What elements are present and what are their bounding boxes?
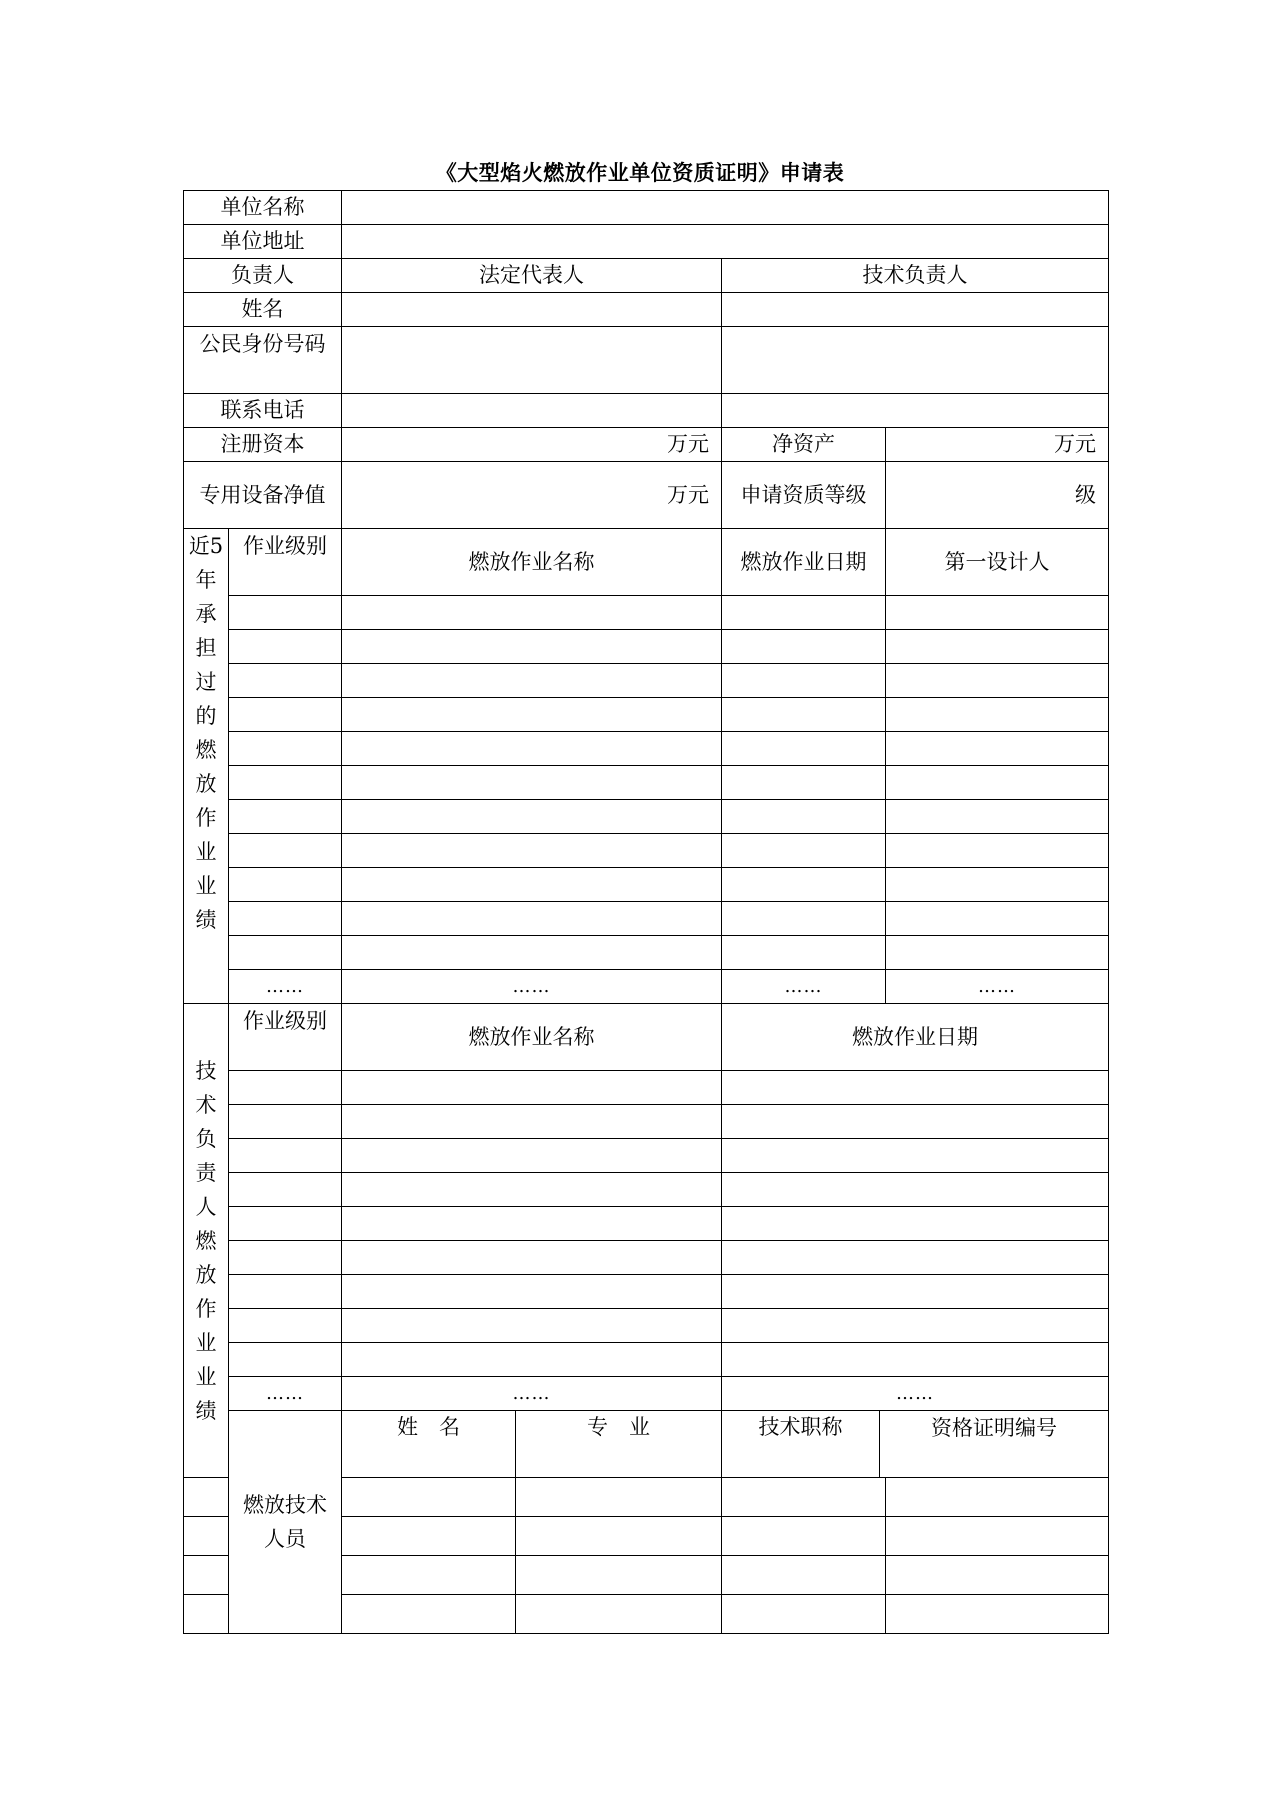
- s3-cell[interactable]: [184, 1595, 229, 1634]
- table-row: [184, 698, 1109, 732]
- s3-cell[interactable]: [184, 1556, 229, 1595]
- s1-cell[interactable]: [722, 698, 886, 732]
- section2-ellipsis-row: [184, 1377, 1109, 1411]
- input-tech-lead-phone[interactable]: [722, 394, 1109, 428]
- s1-cell[interactable]: [229, 902, 342, 936]
- s2-cell[interactable]: [342, 1207, 722, 1241]
- label-responsible: 负责人: [184, 259, 342, 293]
- section1-col-date: 燃放作业日期: [722, 529, 886, 596]
- s3-cell[interactable]: [516, 1556, 722, 1595]
- section2-col-level: 作业级别: [229, 1004, 342, 1071]
- label-id-number: 公民身份号码: [184, 327, 342, 394]
- s2-cell[interactable]: [722, 1139, 1109, 1173]
- s3-cell[interactable]: [516, 1595, 722, 1634]
- table-row: [184, 902, 1109, 936]
- s2-cell[interactable]: [342, 1309, 722, 1343]
- s2-cell[interactable]: [342, 1343, 722, 1377]
- s2-cell[interactable]: [722, 1071, 1109, 1105]
- section1-ellipsis-row: [184, 970, 1109, 1004]
- s1-cell[interactable]: [342, 698, 722, 732]
- table-row: [184, 766, 1109, 800]
- s2-cell[interactable]: [722, 1105, 1109, 1139]
- s2-cell[interactable]: [722, 1241, 1109, 1275]
- row-phone: [184, 394, 1109, 428]
- table-row: [184, 936, 1109, 970]
- table-row: [184, 1241, 1109, 1275]
- s1-cell[interactable]: [886, 698, 1109, 732]
- table-row: [184, 1275, 1109, 1309]
- s2-cell[interactable]: [229, 1309, 342, 1343]
- s1-cell[interactable]: [342, 902, 722, 936]
- s1-cell[interactable]: [722, 766, 886, 800]
- table-row: [184, 664, 1109, 698]
- s2-cell[interactable]: [342, 1071, 722, 1105]
- s1-cell[interactable]: [342, 936, 722, 970]
- label-tech-lead: 技术负责人: [722, 259, 1109, 293]
- s3-cell[interactable]: [342, 1478, 516, 1517]
- input-tech-lead-name[interactable]: [722, 293, 1109, 327]
- input-unit-address[interactable]: [342, 225, 1109, 259]
- input-unit-name[interactable]: [342, 191, 1109, 225]
- s1-cell[interactable]: [886, 596, 1109, 630]
- s1-cell[interactable]: [722, 834, 886, 868]
- s2-cell[interactable]: [342, 1173, 722, 1207]
- row-responsible: [184, 259, 1109, 293]
- s1-cell[interactable]: [342, 834, 722, 868]
- s1-cell[interactable]: [342, 596, 722, 630]
- s2-cell[interactable]: [229, 1241, 342, 1275]
- s3-cell[interactable]: [342, 1595, 516, 1634]
- section1-label: 近5年承担过的燃放作业业绩: [184, 529, 229, 1004]
- s1-cell[interactable]: [886, 630, 1109, 664]
- s1-cell[interactable]: [722, 732, 886, 766]
- s1-cell[interactable]: [722, 902, 886, 936]
- s1-cell[interactable]: [886, 902, 1109, 936]
- s2-cell[interactable]: [342, 1105, 722, 1139]
- s2-cell[interactable]: [229, 1207, 342, 1241]
- s1-cell[interactable]: [342, 800, 722, 834]
- ellipsis: ……: [722, 1377, 1109, 1411]
- s2-cell[interactable]: [229, 1105, 342, 1139]
- s1-cell[interactable]: [886, 800, 1109, 834]
- s1-cell[interactable]: [342, 868, 722, 902]
- s1-cell[interactable]: [229, 936, 342, 970]
- s3-cell[interactable]: [184, 1517, 229, 1556]
- row-id-number: [184, 327, 1109, 394]
- input-apply-level[interactable]: 级: [886, 462, 1109, 529]
- table-row: [184, 1173, 1109, 1207]
- s1-cell[interactable]: [229, 766, 342, 800]
- ellipsis: ……: [342, 1377, 722, 1411]
- s3-cell[interactable]: [886, 1478, 1109, 1517]
- s1-cell[interactable]: [229, 800, 342, 834]
- section3-col-title: 技术职称: [722, 1411, 880, 1478]
- s2-cell[interactable]: [722, 1207, 1109, 1241]
- table-row: [184, 1343, 1109, 1377]
- s2-cell[interactable]: [229, 1139, 342, 1173]
- s2-cell[interactable]: [342, 1241, 722, 1275]
- s2-cell[interactable]: [229, 1343, 342, 1377]
- row-capital: [184, 428, 1109, 462]
- input-tech-lead-id[interactable]: [722, 327, 1109, 394]
- s3-cell[interactable]: [886, 1517, 1109, 1556]
- table-row: [184, 1207, 1109, 1241]
- label-apply-level: 申请资质等级: [722, 462, 886, 529]
- label-reg-capital: 注册资本: [184, 428, 342, 462]
- ellipsis: ……: [886, 970, 1109, 1004]
- table-row: [184, 630, 1109, 664]
- section1-col-designer: 第一设计人: [886, 529, 1109, 596]
- section3-col-cert: 资格证明编号: [880, 1411, 1109, 1478]
- s2-cell[interactable]: [342, 1275, 722, 1309]
- section2-col-name: 燃放作业名称: [342, 1004, 722, 1071]
- input-equip-value[interactable]: 万元: [342, 462, 722, 529]
- s1-cell[interactable]: [886, 732, 1109, 766]
- section2-header: [184, 1004, 1109, 1071]
- s1-cell[interactable]: [229, 834, 342, 868]
- row-name: [184, 293, 1109, 327]
- s1-cell[interactable]: [229, 664, 342, 698]
- s1-cell[interactable]: [722, 664, 886, 698]
- row-unit-address: [184, 225, 1109, 259]
- section1-header: [184, 529, 1109, 596]
- s1-cell[interactable]: [229, 596, 342, 630]
- input-legal-rep-id[interactable]: [342, 327, 722, 394]
- s2-cell[interactable]: [229, 1071, 342, 1105]
- s1-cell[interactable]: [229, 868, 342, 902]
- table-row: [184, 834, 1109, 868]
- s3-cell[interactable]: [722, 1556, 886, 1595]
- s1-cell[interactable]: [342, 630, 722, 664]
- ellipsis: ……: [229, 970, 342, 1004]
- ellipsis: ……: [342, 970, 722, 1004]
- s1-cell[interactable]: [229, 630, 342, 664]
- s2-cell[interactable]: [229, 1275, 342, 1309]
- section1-col-level: 作业级别: [229, 529, 342, 596]
- section2-label: 技术负责人燃放作业业绩: [184, 1004, 229, 1478]
- s1-cell[interactable]: [886, 766, 1109, 800]
- s1-cell[interactable]: [722, 800, 886, 834]
- s3-cell[interactable]: [342, 1517, 516, 1556]
- table-row: [184, 868, 1109, 902]
- label-phone: 联系电话: [184, 394, 342, 428]
- s2-cell[interactable]: [722, 1309, 1109, 1343]
- label-name: 姓名: [184, 293, 342, 327]
- s3-cell[interactable]: [722, 1517, 886, 1556]
- table-row: [184, 1105, 1109, 1139]
- s3-cell[interactable]: [722, 1478, 886, 1517]
- section3-label: 燃放技术人员: [229, 1411, 342, 1634]
- table-row: [184, 1309, 1109, 1343]
- s2-cell[interactable]: [722, 1173, 1109, 1207]
- table-row: [184, 596, 1109, 630]
- table-row: [184, 1139, 1109, 1173]
- table-row: [184, 1071, 1109, 1105]
- s3-cell[interactable]: [342, 1556, 516, 1595]
- s1-cell[interactable]: [886, 868, 1109, 902]
- ellipsis: ……: [722, 970, 886, 1004]
- s2-cell[interactable]: [342, 1139, 722, 1173]
- table-row: [184, 732, 1109, 766]
- s2-cell[interactable]: [722, 1343, 1109, 1377]
- row-unit-name: [184, 191, 1109, 225]
- s1-cell[interactable]: [342, 766, 722, 800]
- section3-col-major: 专 业: [516, 1411, 722, 1478]
- section2-col-date: 燃放作业日期: [722, 1004, 1109, 1071]
- label-net-assets: 净资产: [722, 428, 886, 462]
- s2-cell[interactable]: [229, 1173, 342, 1207]
- s1-cell[interactable]: [722, 630, 886, 664]
- s3-cell[interactable]: [886, 1556, 1109, 1595]
- input-reg-capital[interactable]: 万元: [342, 428, 722, 462]
- table-row: [184, 800, 1109, 834]
- s1-cell[interactable]: [886, 834, 1109, 868]
- s3-cell[interactable]: [516, 1478, 722, 1517]
- s3-cell[interactable]: [722, 1595, 886, 1634]
- section3-header: [184, 1411, 1109, 1478]
- section1-col-name: 燃放作业名称: [342, 529, 722, 596]
- s3-cell[interactable]: [886, 1595, 1109, 1634]
- application-form: [183, 190, 1109, 1634]
- s3-cell[interactable]: [516, 1517, 722, 1556]
- s3-cell[interactable]: [184, 1478, 229, 1517]
- s1-cell[interactable]: [342, 732, 722, 766]
- s1-cell[interactable]: [722, 936, 886, 970]
- input-legal-rep-name[interactable]: [342, 293, 722, 327]
- label-legal-rep: 法定代表人: [342, 259, 722, 293]
- section3-col-name: 姓 名: [342, 1411, 516, 1478]
- s1-cell[interactable]: [229, 732, 342, 766]
- input-legal-rep-phone[interactable]: [342, 394, 722, 428]
- s1-cell[interactable]: [886, 936, 1109, 970]
- label-unit-name: 单位名称: [184, 191, 342, 225]
- label-unit-address: 单位地址: [184, 225, 342, 259]
- s1-cell[interactable]: [342, 664, 722, 698]
- row-equipment: [184, 462, 1109, 529]
- form-title: 《大型焰火燃放作业单位资质证明》申请表: [435, 161, 845, 185]
- label-equip-value: 专用设备净值: [184, 462, 342, 529]
- input-net-assets[interactable]: 万元: [886, 428, 1109, 462]
- s1-cell[interactable]: [229, 698, 342, 732]
- s1-cell[interactable]: [886, 664, 1109, 698]
- s1-cell[interactable]: [722, 596, 886, 630]
- s1-cell[interactable]: [722, 868, 886, 902]
- s2-cell[interactable]: [722, 1275, 1109, 1309]
- ellipsis: ……: [229, 1377, 342, 1411]
